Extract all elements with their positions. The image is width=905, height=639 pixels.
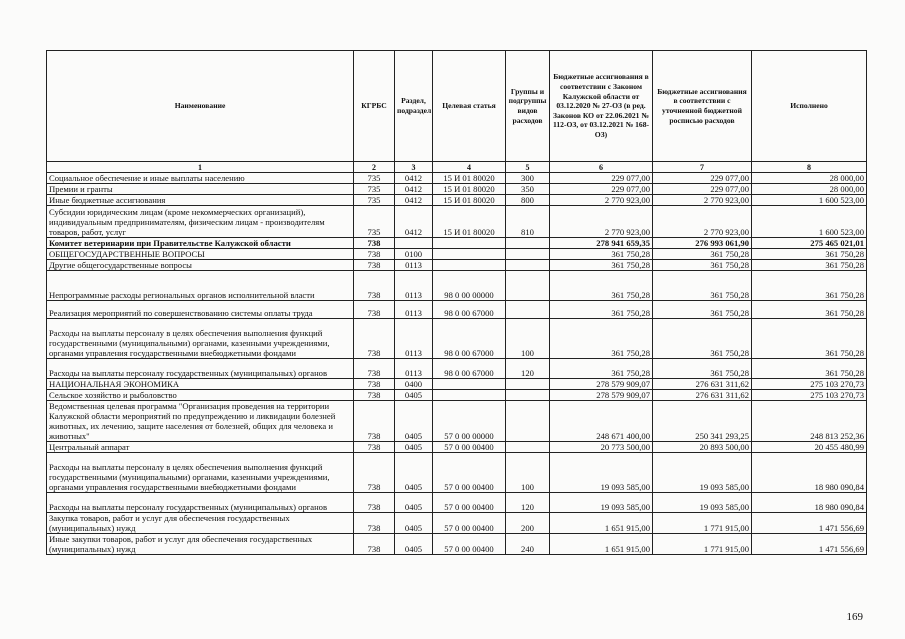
row-executed: 361 750,28 <box>752 271 867 301</box>
row-section: 0405 <box>395 493 433 513</box>
table-row <box>47 379 867 390</box>
row-section: 0405 <box>395 453 433 493</box>
row-refined: 229 077,00 <box>653 184 752 195</box>
row-kgrbs: 735 <box>354 206 395 238</box>
header-section: Раздел, подраздел <box>395 51 433 162</box>
row-kgrbs: 738 <box>354 359 395 379</box>
row-target: 57 0 00 00400 <box>433 493 506 513</box>
column-number: 1 <box>47 162 354 173</box>
row-approved: 20 773 500,00 <box>550 442 653 453</box>
row-executed: 275 103 270,73 <box>752 379 867 390</box>
row-executed: 28 000,00 <box>752 173 867 184</box>
row-refined: 361 750,28 <box>653 260 752 271</box>
row-target: 15 И 01 80020 <box>433 206 506 238</box>
row-refined: 361 750,28 <box>653 249 752 260</box>
table-row <box>47 513 867 534</box>
table-row <box>47 206 867 238</box>
row-name: НАЦИОНАЛЬНАЯ ЭКОНОМИКА <box>47 379 354 390</box>
row-group: 100 <box>506 319 550 359</box>
row-name: Непрограммные расходы региональных органов исполнительной власти <box>47 271 354 301</box>
column-number: 4 <box>433 162 506 173</box>
row-refined: 229 077,00 <box>653 173 752 184</box>
row-target <box>433 390 506 401</box>
row-group <box>506 260 550 271</box>
row-name: Закупка товаров, работ и услуг для обеспечения государственных (муниципальных) нужд <box>47 513 354 534</box>
row-executed: 28 000,00 <box>752 184 867 195</box>
header-refined: Бюджетные ассигнования в соответствии с уточненной бюджетной росписью расходов <box>653 51 752 162</box>
row-target: 57 0 00 00400 <box>433 442 506 453</box>
table-row <box>47 173 867 184</box>
row-executed: 361 750,28 <box>752 249 867 260</box>
row-name: Расходы на выплаты персоналу в целях обеспечения выполнения функций государственными (муниципальными) органами, казенными учреждениями, органами управления государственными внебюджетными фондами <box>47 319 354 359</box>
row-group <box>506 401 550 442</box>
row-name: Иные закупки товаров, работ и услуг для обеспечения государственных (муниципальных) нужд <box>47 534 354 555</box>
row-refined: 20 893 500,00 <box>653 442 752 453</box>
row-name: Иные бюджетные ассигнования <box>47 195 354 206</box>
row-approved: 2 770 923,00 <box>550 206 653 238</box>
table-row <box>47 184 867 195</box>
row-group: 800 <box>506 195 550 206</box>
row-section: 0100 <box>395 249 433 260</box>
page-number: 169 <box>846 611 863 623</box>
row-name: Премии и гранты <box>47 184 354 195</box>
table-row <box>47 390 867 401</box>
row-refined: 361 750,28 <box>653 319 752 359</box>
row-kgrbs: 738 <box>354 301 395 319</box>
row-target: 57 0 00 00400 <box>433 453 506 493</box>
row-group <box>506 238 550 249</box>
row-executed: 361 750,28 <box>752 319 867 359</box>
row-approved: 229 077,00 <box>550 184 653 195</box>
row-refined: 276 631 311,62 <box>653 379 752 390</box>
table-row <box>47 359 867 379</box>
row-target: 98 0 00 67000 <box>433 301 506 319</box>
row-target: 15 И 01 80020 <box>433 173 506 184</box>
row-group <box>506 301 550 319</box>
row-target <box>433 238 506 249</box>
table-header-row <box>47 51 867 162</box>
row-name: Комитет ветеринарии при Правительстве Калужской области <box>47 238 354 249</box>
row-refined: 19 093 585,00 <box>653 453 752 493</box>
row-group <box>506 379 550 390</box>
row-approved: 361 750,28 <box>550 260 653 271</box>
row-approved: 278 579 909,07 <box>550 390 653 401</box>
row-section: 0412 <box>395 195 433 206</box>
row-kgrbs: 738 <box>354 260 395 271</box>
row-target <box>433 379 506 390</box>
row-group <box>506 271 550 301</box>
row-kgrbs: 738 <box>354 401 395 442</box>
row-refined: 2 770 923,00 <box>653 206 752 238</box>
row-refined: 276 993 061,90 <box>653 238 752 249</box>
row-approved: 248 671 400,00 <box>550 401 653 442</box>
row-section: 0412 <box>395 206 433 238</box>
table-row <box>47 249 867 260</box>
row-approved: 361 750,28 <box>550 271 653 301</box>
column-number: 6 <box>550 162 653 173</box>
row-name: ОБЩЕГОСУДАРСТВЕННЫЕ ВОПРОСЫ <box>47 249 354 260</box>
row-target: 98 0 00 67000 <box>433 319 506 359</box>
row-name: Социальное обеспечение и иные выплаты населению <box>47 173 354 184</box>
row-section: 0400 <box>395 379 433 390</box>
row-section: 0412 <box>395 184 433 195</box>
row-name: Расходы на выплаты персоналу государственных (муниципальных) органов <box>47 493 354 513</box>
row-kgrbs: 738 <box>354 493 395 513</box>
row-kgrbs: 735 <box>354 173 395 184</box>
row-approved: 361 750,28 <box>550 319 653 359</box>
row-executed: 1 600 523,00 <box>752 195 867 206</box>
row-refined: 361 750,28 <box>653 301 752 319</box>
row-approved: 278 579 909,07 <box>550 379 653 390</box>
row-refined: 1 771 915,00 <box>653 534 752 555</box>
row-executed: 361 750,28 <box>752 260 867 271</box>
row-approved: 361 750,28 <box>550 301 653 319</box>
row-name: Центральный аппарат <box>47 442 354 453</box>
row-kgrbs: 738 <box>354 271 395 301</box>
row-approved: 361 750,28 <box>550 249 653 260</box>
row-section: 0113 <box>395 260 433 271</box>
row-section: 0405 <box>395 442 433 453</box>
row-executed: 361 750,28 <box>752 301 867 319</box>
table-row <box>47 453 867 493</box>
row-section: 0405 <box>395 390 433 401</box>
row-target: 15 И 01 80020 <box>433 184 506 195</box>
row-group: 810 <box>506 206 550 238</box>
column-number: 7 <box>653 162 752 173</box>
table-row <box>47 238 867 249</box>
row-target: 57 0 00 00400 <box>433 534 506 555</box>
row-name: Ведомственная целевая программа "Организация проведения на территории Калужской области мероприятий по предупреждению и ликвидации болезней животных, их лечению, защите населения от болезней, общих для человека и животных" <box>47 401 354 442</box>
budget-table <box>46 50 867 555</box>
row-kgrbs: 738 <box>354 453 395 493</box>
row-target: 98 0 00 00000 <box>433 271 506 301</box>
row-approved: 1 651 915,00 <box>550 534 653 555</box>
row-kgrbs: 738 <box>354 390 395 401</box>
row-target: 57 0 00 00400 <box>433 513 506 534</box>
row-refined: 361 750,28 <box>653 271 752 301</box>
row-refined: 2 770 923,00 <box>653 195 752 206</box>
row-target: 15 И 01 80020 <box>433 195 506 206</box>
table-row <box>47 401 867 442</box>
row-name: Расходы на выплаты персоналу государственных (муниципальных) органов <box>47 359 354 379</box>
row-executed: 1 600 523,00 <box>752 206 867 238</box>
row-refined: 361 750,28 <box>653 359 752 379</box>
column-number: 5 <box>506 162 550 173</box>
row-approved: 229 077,00 <box>550 173 653 184</box>
row-refined: 19 093 585,00 <box>653 493 752 513</box>
row-group: 240 <box>506 534 550 555</box>
row-section: 0405 <box>395 513 433 534</box>
row-approved: 19 093 585,00 <box>550 453 653 493</box>
row-group: 350 <box>506 184 550 195</box>
table-row <box>47 271 867 301</box>
row-name: Субсидии юридическим лицам (кроме некоммерческих организаций), индивидуальным предпринимателям, физическим лицам - производителям товаров, работ, услуг <box>47 206 354 238</box>
row-group: 200 <box>506 513 550 534</box>
row-kgrbs: 738 <box>354 249 395 260</box>
row-approved: 361 750,28 <box>550 359 653 379</box>
row-approved: 278 941 659,35 <box>550 238 653 249</box>
row-executed: 18 980 090,84 <box>752 493 867 513</box>
row-name: Сельское хозяйство и рыболовство <box>47 390 354 401</box>
table-row <box>47 493 867 513</box>
row-name: Расходы на выплаты персоналу в целях обеспечения выполнения функций государственными (муниципальными) органами, казенными учреждениями, органами управления государственными внебюджетными фондами <box>47 453 354 493</box>
header-approved: Бюджетные ассигнования в соответствии с Законом Калужской области от 03.12.2020 № 27-ОЗ (в ред. Законов КО от 22.06.2021 № 112-ОЗ, от 03.12.2021 № 168-ОЗ) <box>550 51 653 162</box>
row-executed: 361 750,28 <box>752 359 867 379</box>
row-section: 0113 <box>395 301 433 319</box>
table-row <box>47 442 867 453</box>
row-target <box>433 249 506 260</box>
row-name: Другие общегосударственные вопросы <box>47 260 354 271</box>
table-row <box>47 319 867 359</box>
row-refined: 276 631 311,62 <box>653 390 752 401</box>
row-executed: 275 103 270,73 <box>752 390 867 401</box>
row-executed: 1 471 556,69 <box>752 534 867 555</box>
row-group: 300 <box>506 173 550 184</box>
row-target <box>433 260 506 271</box>
row-kgrbs: 735 <box>354 195 395 206</box>
table-row <box>47 534 867 555</box>
row-approved: 19 093 585,00 <box>550 493 653 513</box>
row-executed: 1 471 556,69 <box>752 513 867 534</box>
header-name: Наименование <box>47 51 354 162</box>
column-number: 8 <box>752 162 867 173</box>
row-refined: 1 771 915,00 <box>653 513 752 534</box>
row-kgrbs: 738 <box>354 238 395 249</box>
row-kgrbs: 738 <box>354 319 395 359</box>
row-group: 100 <box>506 453 550 493</box>
row-executed: 248 813 252,36 <box>752 401 867 442</box>
row-group <box>506 442 550 453</box>
row-section: 0113 <box>395 271 433 301</box>
row-executed: 18 980 090,84 <box>752 453 867 493</box>
row-target: 57 0 00 00000 <box>433 401 506 442</box>
table-row <box>47 301 867 319</box>
header-executed: Исполнено <box>752 51 867 162</box>
row-group: 120 <box>506 493 550 513</box>
row-kgrbs: 735 <box>354 184 395 195</box>
row-kgrbs: 738 <box>354 534 395 555</box>
row-refined: 250 341 293,25 <box>653 401 752 442</box>
row-section: 0412 <box>395 173 433 184</box>
header-target: Целевая статья <box>433 51 506 162</box>
row-target: 98 0 00 67000 <box>433 359 506 379</box>
row-executed: 20 455 480,99 <box>752 442 867 453</box>
row-approved: 2 770 923,00 <box>550 195 653 206</box>
row-approved: 1 651 915,00 <box>550 513 653 534</box>
row-section: 0113 <box>395 319 433 359</box>
column-number-row <box>47 162 867 173</box>
row-name: Реализация мероприятий по совершенствованию системы оплаты труда <box>47 301 354 319</box>
table-row <box>47 260 867 271</box>
header-kgrbs: КГРБС <box>354 51 395 162</box>
table-row <box>47 195 867 206</box>
row-kgrbs: 738 <box>354 379 395 390</box>
row-section <box>395 238 433 249</box>
row-group: 120 <box>506 359 550 379</box>
row-section: 0113 <box>395 359 433 379</box>
row-section: 0405 <box>395 401 433 442</box>
row-executed: 275 465 021,01 <box>752 238 867 249</box>
row-kgrbs: 738 <box>354 442 395 453</box>
row-kgrbs: 738 <box>354 513 395 534</box>
header-groups: Группы и подгруппы видов расходов <box>506 51 550 162</box>
row-group <box>506 390 550 401</box>
column-number: 2 <box>354 162 395 173</box>
row-section: 0405 <box>395 534 433 555</box>
row-group <box>506 249 550 260</box>
column-number: 3 <box>395 162 433 173</box>
